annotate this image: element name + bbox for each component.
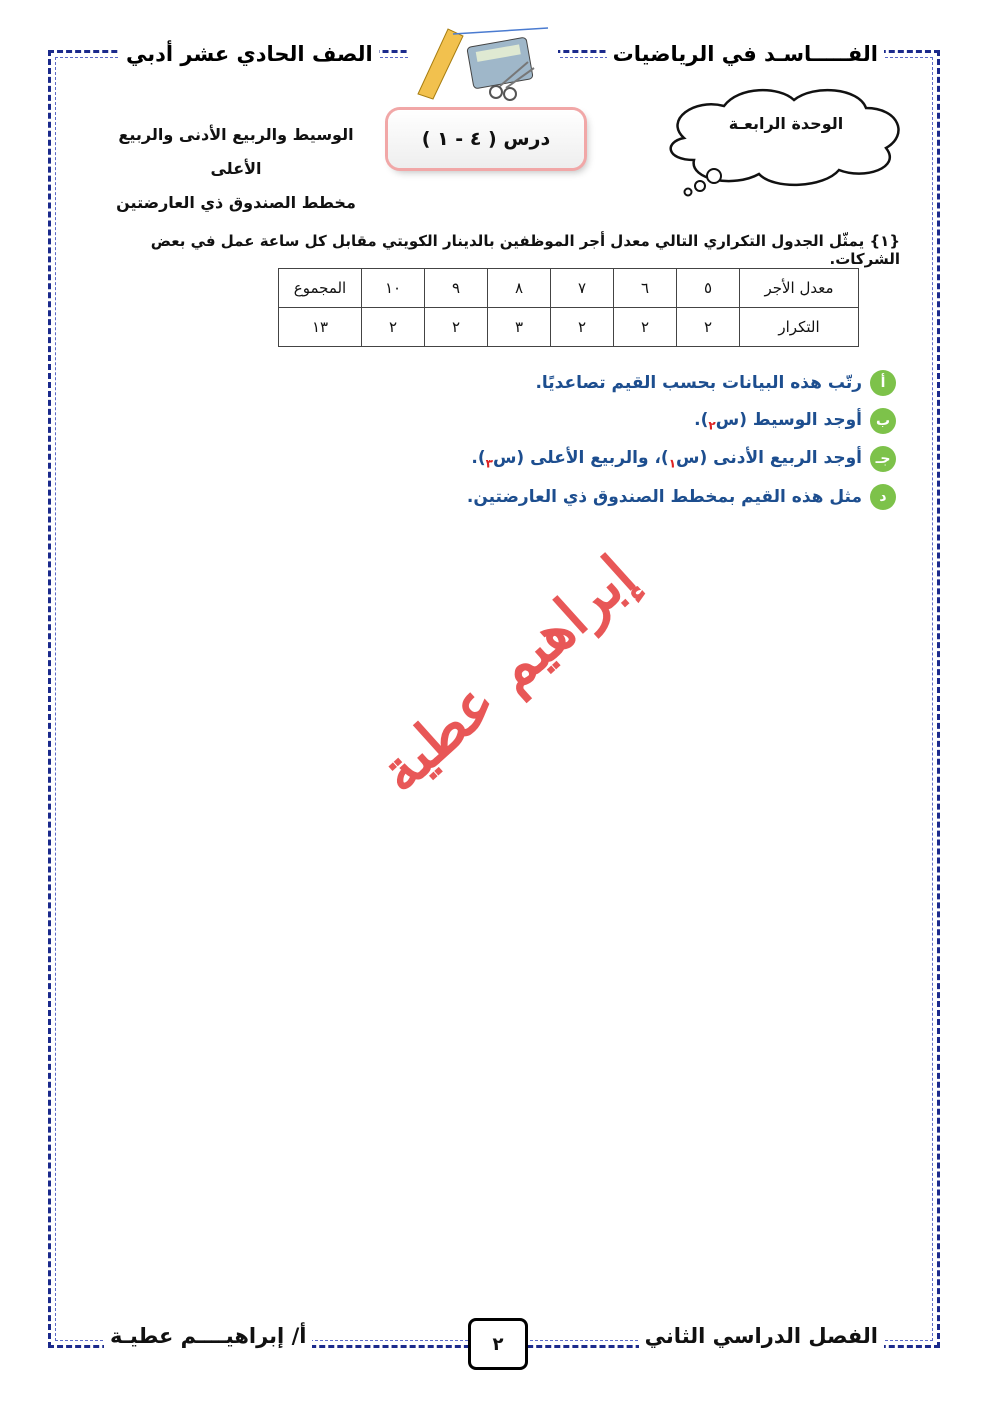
frequency-table: [278, 268, 859, 347]
item-text: رتّب هذه البيانات بحسب القيم تصاعديًا.: [535, 373, 862, 393]
table-cell: ٦: [614, 269, 677, 308]
table-cell: التكرار: [740, 308, 859, 347]
list-item: [276, 364, 896, 402]
topic-line-1: الوسيط والربيع الأدنى والربيع الأعلى: [118, 125, 354, 178]
item-text-main: أوجد الربيع الأدنى (س: [676, 447, 862, 468]
question-number: {١}: [869, 232, 900, 250]
author-watermark: إبراهيم عطية: [366, 542, 648, 806]
table-cell: ١٠: [362, 269, 425, 308]
question-text: يمثّل الجدول التكراري التالي معدل أجر الموظفين بالدينار الكويتي مقابل كل ساعة عمل في بعض الشركات.: [150, 232, 900, 268]
lesson-box: درس ( ٤ - ١ ): [388, 110, 584, 168]
item-badge: أ: [870, 370, 896, 396]
list-item: [276, 478, 896, 516]
table-cell: المجموع: [279, 269, 362, 308]
table-cell: ٢: [677, 308, 740, 347]
table-cell: ١٣: [279, 308, 362, 347]
item-text: مثل هذه القيم بمخطط الصندوق ذي العارضتين.: [466, 487, 862, 507]
task-list: [276, 364, 896, 516]
math-tools-illustration: [408, 24, 558, 102]
table-cell: ٢: [551, 308, 614, 347]
item-badge: د: [870, 484, 896, 510]
unit-label: الوحدة الرابعـة: [728, 114, 844, 133]
item-badge: جـ: [870, 446, 896, 472]
table-cell: ٩: [425, 269, 488, 308]
header-subject-title: الفـــــاسـد في الرياضيات: [607, 42, 884, 66]
table-cell: معدل الأجر: [740, 269, 859, 308]
table-cell: ٥: [677, 269, 740, 308]
item-subscript: ١: [668, 456, 677, 471]
table-cell: ٢: [362, 308, 425, 347]
item-subscript: ٢: [708, 418, 716, 433]
topic-line-2: مخطط الصندوق ذي العارضتين: [116, 193, 356, 212]
header-grade-title: الصف الحادي عشر أدبي: [120, 42, 379, 66]
table-cell: ٨: [488, 269, 551, 308]
table-cell: ٣: [488, 308, 551, 347]
item-text-main: أوجد الوسيط (س: [715, 409, 862, 430]
table-row: [279, 269, 859, 308]
footer-semester: الفصل الدراسي الثاني: [639, 1324, 884, 1348]
page-number: ٢: [468, 1318, 528, 1370]
lesson-topic: [106, 118, 366, 220]
table-row: [279, 308, 859, 347]
item-text-tail: ).: [471, 447, 486, 468]
question-1: [100, 232, 900, 268]
item-badge: ب: [870, 408, 896, 434]
cloud-shape: [654, 80, 910, 210]
item-subscript: ٣: [485, 456, 493, 471]
unit-cloud: [654, 80, 910, 210]
table-cell: ٢: [614, 308, 677, 347]
list-item: [276, 440, 896, 478]
table-cell: ٢: [425, 308, 488, 347]
item-text-tail: ).: [694, 409, 709, 430]
footer-author: أ/ إبراهيــــم عطيـة: [104, 1324, 312, 1348]
item-text: [694, 410, 862, 432]
list-item: [276, 402, 896, 440]
item-text-mid: )، والربيع الأعلى (س: [492, 447, 669, 468]
item-text: [471, 448, 862, 470]
table-cell: ٧: [551, 269, 614, 308]
